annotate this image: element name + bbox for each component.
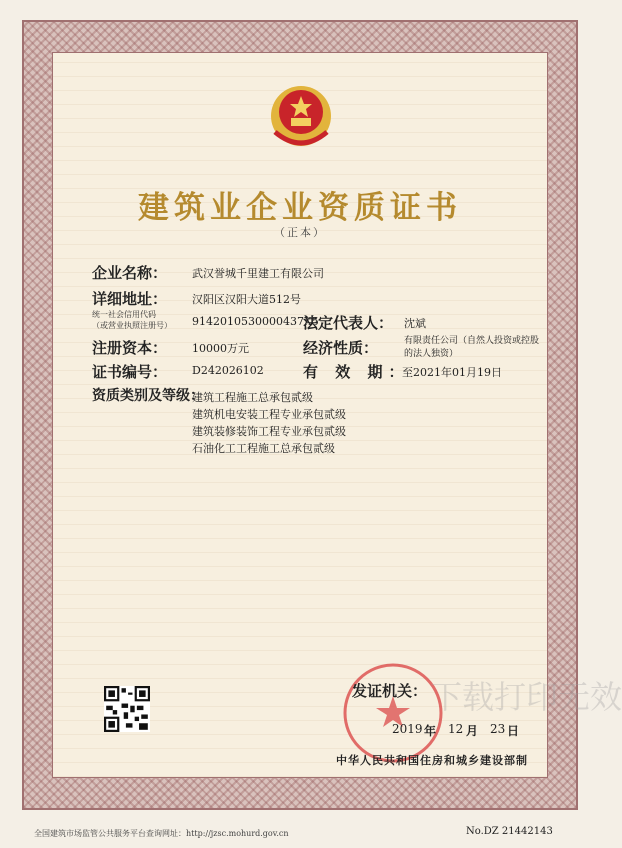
company-name-value: 武汉誉城千里建工有限公司 [192,267,324,280]
issuing-department: 中华人民共和国住房和城乡建设部制 [336,754,528,767]
legal-rep-label: 法定代表人： [303,314,394,332]
economic-nature-value-line1: 有限责任公司（自然人投资或控股 [404,336,540,346]
issue-month: 12 [448,722,464,736]
serial-number: No.DZ 21442143 [466,826,553,837]
certificate-number-label: 证书编号： [92,363,168,381]
qualification-item: 石油化工工程施工总承包贰级 [192,442,335,455]
issue-year-unit: 年 [424,724,437,738]
query-website-text: 全国建筑市场监管公共服务平台查询网址：http://jzsc.mohurd.gov.cn [34,829,289,838]
qualification-label: 资质类别及等级： [92,388,204,404]
qr-code-icon [104,686,150,732]
company-name-label: 企业名称： [92,264,168,282]
issue-day-unit: 日 [507,724,520,738]
address-value: 汉阳区汉阳大道512号 [192,293,301,306]
download-invalid-watermark: 下载打印无效 [430,678,622,716]
certificate-subtitle: （正本） [274,226,326,239]
credit-code-value: 9142010530000437X5 [192,315,319,328]
credit-code-label-line2: （或营业执照注册号） [92,321,172,330]
address-label: 详细地址： [92,290,168,308]
issue-day: 23 [490,722,506,736]
credit-code-label-line1: 统一社会信用代码 [92,310,156,319]
national-emblem-icon [265,82,337,154]
qualification-item: 建筑装修装饰工程专业承包贰级 [192,425,346,438]
economic-nature-label: 经济性质： [303,339,379,357]
issuer-label: 发证机关： [352,682,428,700]
qualification-item: 建筑机电安装工程专业承包贰级 [192,408,346,421]
economic-nature-value-line2: 的法人独资） [404,349,459,359]
validity-value: 至2021年01月19日 [402,366,502,379]
capital-label: 注册资本： [92,339,168,357]
qualification-item: 建筑工程施工总承包贰级 [192,391,313,404]
certificate-number-value: D242026102 [192,364,264,377]
validity-label: 有 效 期： [303,363,410,381]
certificate-title: 建筑业企业资质证书 [138,190,462,226]
legal-rep-value: 沈斌 [404,317,426,330]
issue-year: 2019 [392,722,423,736]
issue-month-unit: 月 [466,724,479,738]
capital-value: 10000万元 [192,342,249,355]
